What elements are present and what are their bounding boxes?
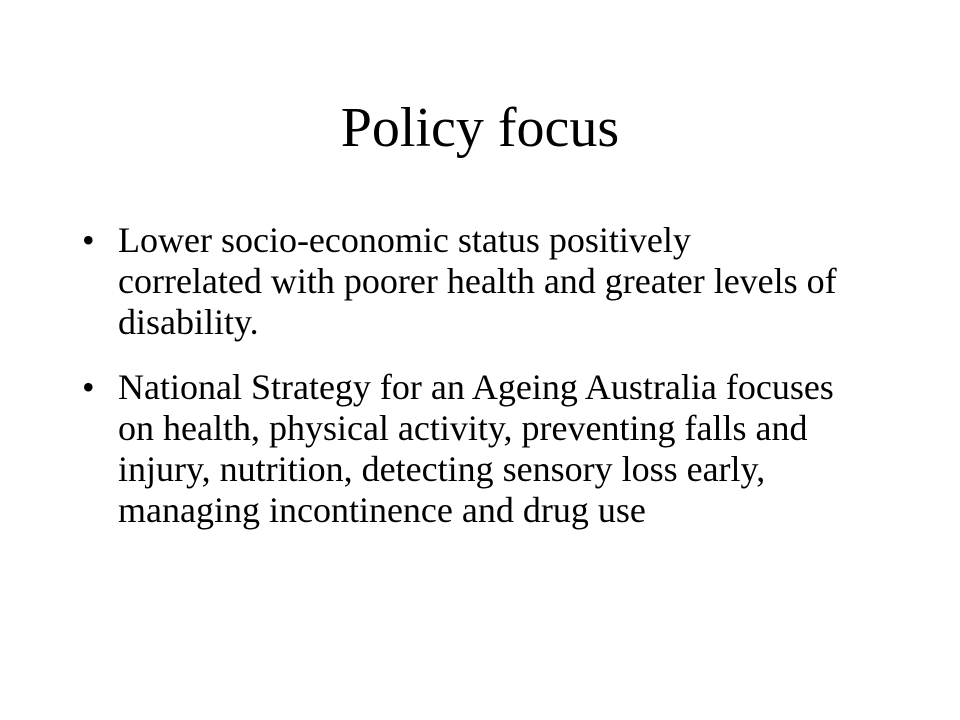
slide-title: Policy focus (340, 97, 620, 159)
bullet-marker: • (82, 220, 95, 260)
bullet-text: National Strategy for an Ageing Australia focuses on health, physical activity, preventing falls and injury, nutrition, detecting sensory loss early, managing incontinence and drug use (118, 367, 834, 530)
bullet-text: Lower socio-economic status positively correlated with poorer health and greater levels of disability. (118, 220, 837, 342)
bullet-marker: • (82, 367, 95, 407)
bullet-item-socioeconomic (82, 220, 842, 343)
bullet-list (82, 220, 842, 555)
bullet-item-national-strategy (82, 367, 842, 531)
